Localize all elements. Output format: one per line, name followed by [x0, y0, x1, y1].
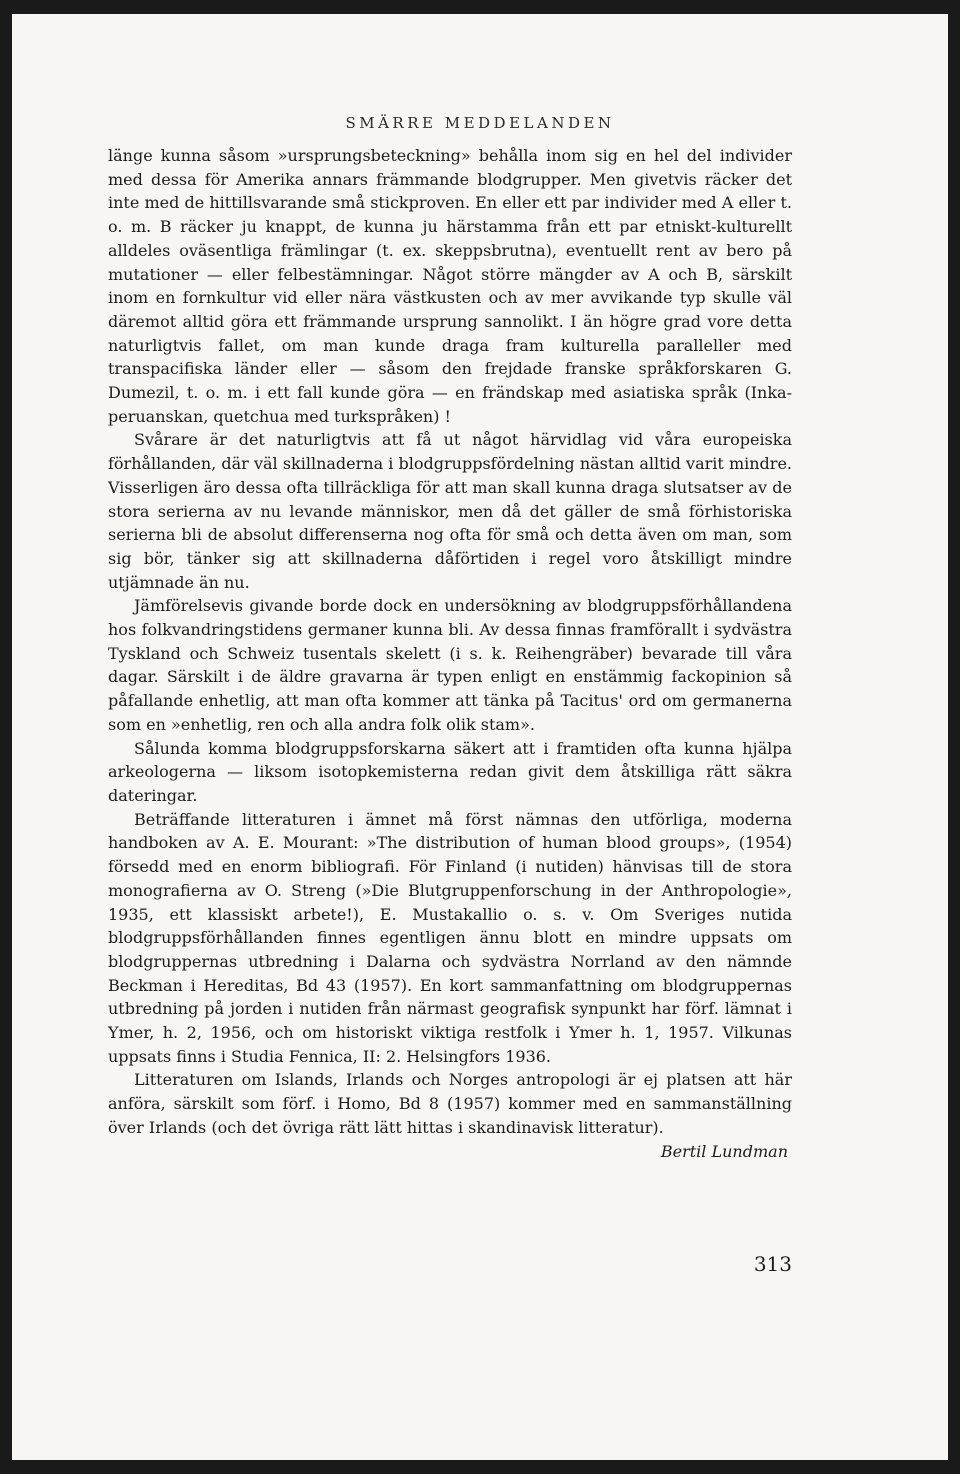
- paragraph-continuation: länge kunna såsom »ursprungsbeteckning» behålla inom sig en hel del individer med dessa för Amerika annars främmande blodgrupper. Men givetvis räcker det inte med de hittillsvarande små stickproven. En eller ett par individer med A eller t. o. m. B räcker ju knappt, de kunna ju härstamma från ett par etniskt-kulturellt alldeles oväsentliga främlingar (t. ex. skeppsbrutna), eventuellt rent av bero på mutationer — eller felbestämningar. Något större mängder av A och B, särskilt inom en fornkultur vid eller nära västkusten och av mer avvikande typ skulle väl däremot alltid göra ett främmande ursprung sannolikt. I än högre grad vore detta naturligtvis fallet, om man kunde draga fram kulturella paralleller med transpacifiska länder eller — såsom den frejdade franske språkforskaren G. Dumezil, t. o. m. i ett fall kunde göra — en frändskap med asiatiska språk (Inka-peruanskan, quetchua med turkspråken) !: [108, 146, 792, 426]
- paragraph: Jämförelsevis givande borde dock en undersökning av blodgruppsförhållandena hos folkvandringstidens germaner kunna bli. Av dessa finnas framförallt i sydvästra Tyskland och Schweiz tusentals skelett (i s. k. Reihengräber) bevarade till våra dagar. Särskilt i de äldre gravarna är typen enligt en enstämmig fackopinion så påfallande enhetlig, att man ofta kommer att tänka på Tacitus' ord om germanerna som en »enhetlig, ren och alla andra folk olik stam».: [108, 596, 792, 734]
- article-body: [108, 144, 792, 1163]
- author-signature: Bertil Lundman: [660, 1141, 788, 1161]
- paragraph-final: [108, 1068, 792, 1161]
- paragraph: Sålunda komma blodgruppsforskarna säkert att i framtiden ofta kunna hjälpa arkeologerna — liksom isotopkemisterna redan givit dem åtskilliga rätt säkra dateringar.: [108, 738, 792, 805]
- page-number: 313: [753, 1252, 792, 1276]
- document-page: [12, 14, 948, 1460]
- paragraph-final-text: Litteraturen om Islands, Irlands och Norges antropologi är ej platsen att här anföra, särskilt som förf. i Homo, Bd 8 (1957) kommer med en sammanställning över Irlands (och det övriga rätt lätt hittas i skandinavisk litteratur).: [108, 1070, 792, 1137]
- paragraph: Beträffande litteraturen i ämnet må först nämnas den utförliga, moderna handboken av A. E. Mourant: »The distribution of human blood groups», (1954) försedd med en enorm bibliografi. För Finland (i nutiden) hänvisas till de stora monografierna av O. Streng (»Die Blutgruppenforschung in der Anthropologie», 1935, ett klassiskt arbete!), E. Mustakallio o. s. v. Om Sveriges nutida blodgruppsförhållanden finnes egentligen ännu blott en mindre uppsats om blodgruppernas utbredning i Dalarna och sydvästra Norrland av den nämnde Beckman i Hereditas, Bd 43 (1957). En kort sammanfattning om blodgruppernas utbredning på jorden i nutiden från närmast geografisk synpunkt har förf. lämnat i Ymer, h. 2, 1956, och om historiskt viktiga restfolk i Ymer h. 1, 1957. Vilkunas uppsats finns i Studia Fennica, II: 2. Helsingfors 1936.: [108, 809, 792, 1066]
- paragraph: Svårare är det naturligtvis att få ut något härvidlag vid våra europeiska förhållanden, där väl skillnaderna i blodgruppsfördelning nästan alltid varit mindre. Visserligen äro dessa ofta tillräckliga för att man skall kunna draga slutsatser av de stora serierna av nu levande människor, men då det gäller de små förhistoriska serierna bli de absolut differenserna nog ofta för små och detta även om man, som sig bör, tänker sig att skillnaderna dåförtiden i regel voro åtskilligt mindre utjämnade än nu.: [108, 430, 792, 592]
- running-header: SMÄRRE MEDDELANDEN: [345, 114, 615, 132]
